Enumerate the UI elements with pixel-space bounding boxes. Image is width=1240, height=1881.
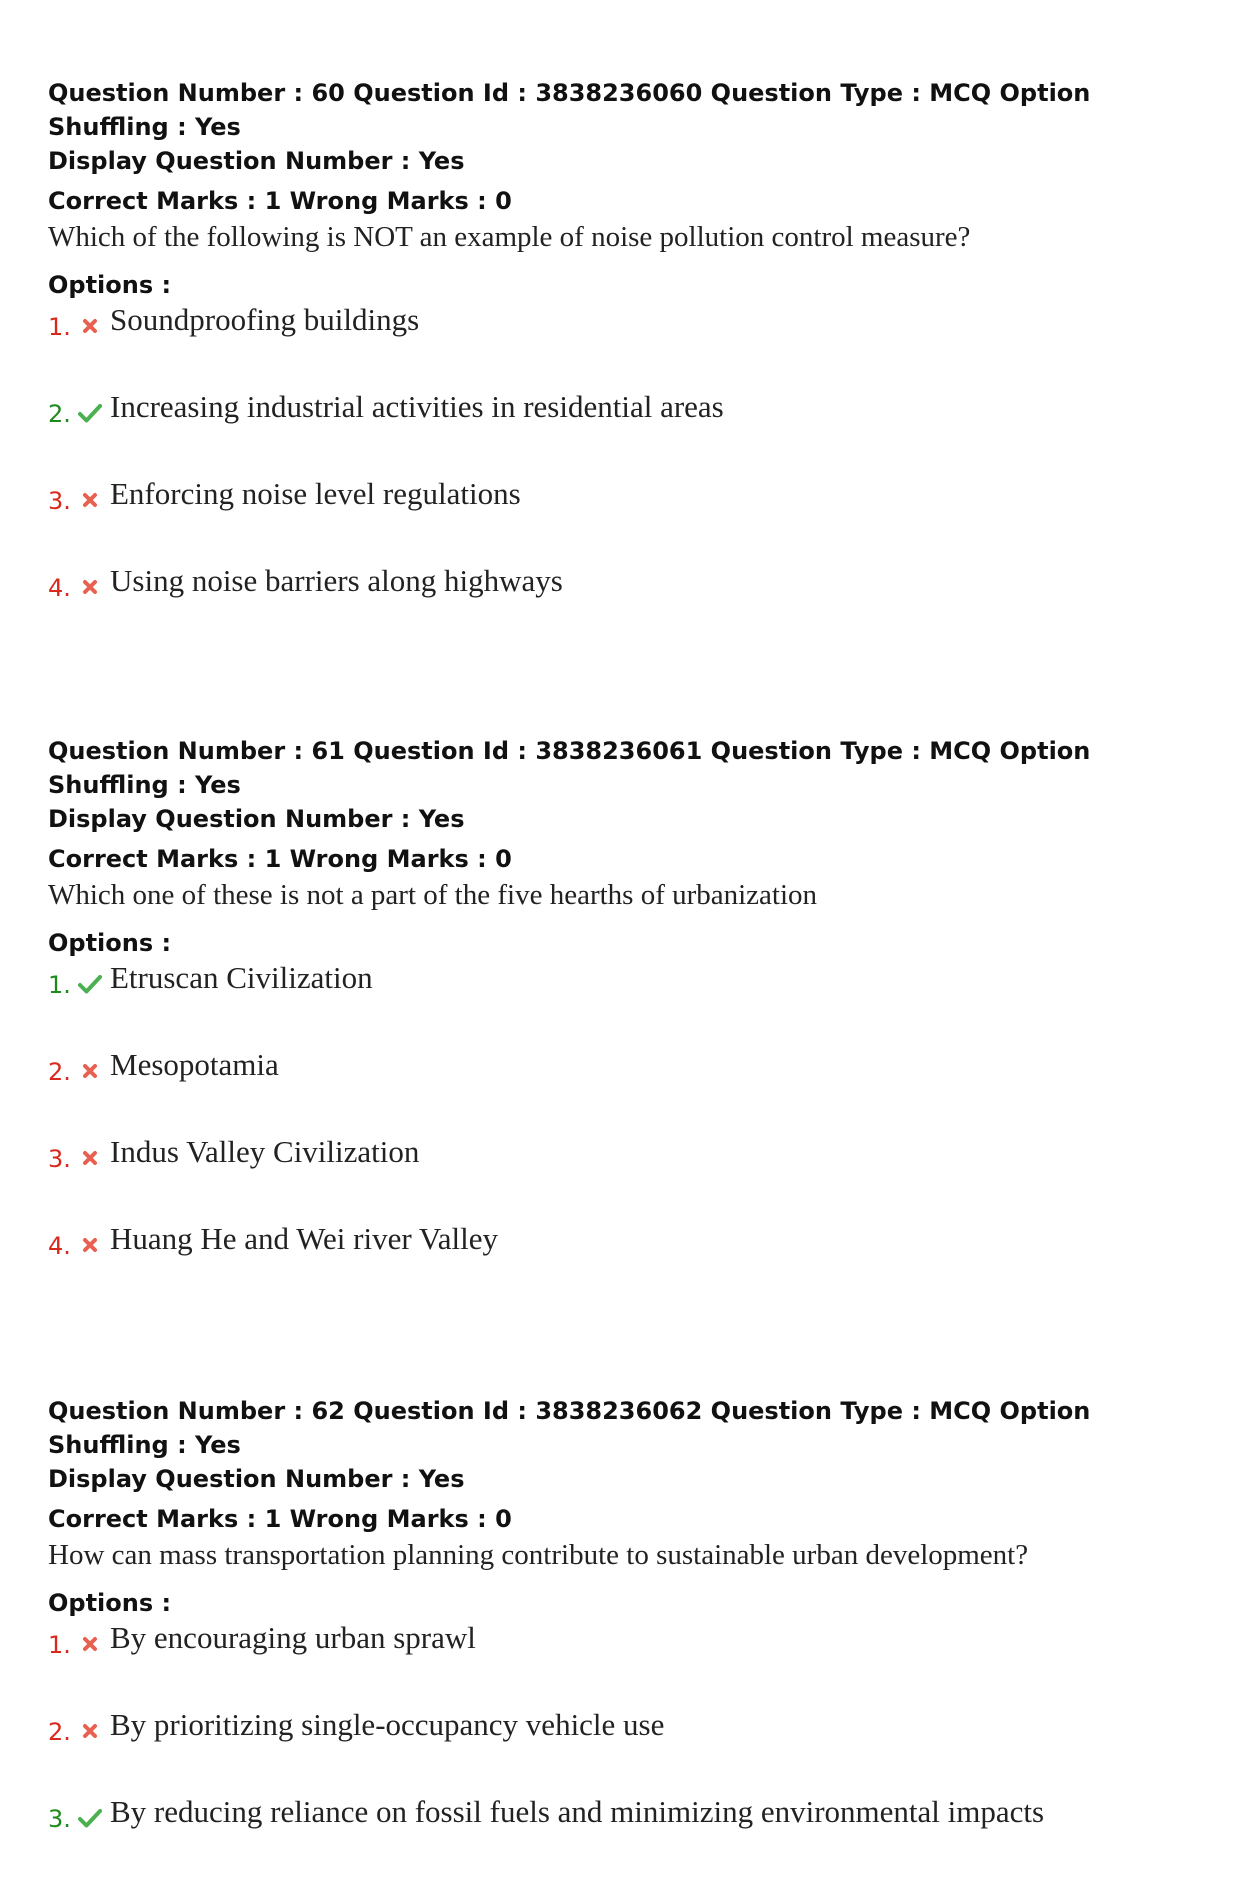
cross-icon [78,1719,102,1743]
option-text: By encouraging urban sprawl [110,1620,476,1655]
question-62 [48,1394,1198,1881]
question-text: How can mass transportation planning contribute to sustainable urban development? [48,1539,1029,1571]
options-list [48,960,1198,1308]
cross-icon [78,1146,102,1170]
option-number: 4. [48,574,71,602]
options-list [48,302,1198,650]
option-text: Increasing industrial activities in residential areas [110,389,724,424]
option-number: 2. [48,1718,71,1746]
cross-icon [78,1632,102,1656]
option-text: By reducing reliance on fossil fuels and minimizing environmental impacts [110,1794,1045,1829]
option-number: 1. [48,313,71,341]
option-number: 1. [48,971,71,999]
options-label: Options : [48,929,172,957]
question-paper [48,76,1198,1881]
option-4 [48,1221,1198,1308]
option-3 [48,1134,1198,1221]
question-meta-line-2: Display Question Number : Yes [48,805,465,833]
option-1 [48,960,1198,1047]
option-1 [48,1620,1198,1707]
check-icon [78,972,102,996]
option-text: Indus Valley Civilization [110,1134,420,1169]
option-number: 1. [48,1631,71,1659]
option-number: 4. [48,1232,71,1260]
question-meta-line-1: Question Number : 61 Question Id : 3838236061 Question Type : MCQ Option Shuffling : Yes [48,737,1091,799]
option-2 [48,1047,1198,1134]
option-3 [48,476,1198,563]
option-text: Soundproofing buildings [110,302,420,337]
option-3 [48,1794,1198,1881]
cross-icon [78,575,102,599]
option-2 [48,389,1198,476]
cross-icon [78,488,102,512]
question-meta-line-2: Display Question Number : Yes [48,147,465,175]
question-meta-line-1: Question Number : 62 Question Id : 3838236062 Question Type : MCQ Option Shuffling : Yes [48,1397,1091,1459]
question-60 [48,76,1198,650]
option-number: 3. [48,1145,71,1173]
option-number: 2. [48,400,71,428]
question-text: Which of the following is NOT an example of noise pollution control measure? [48,221,971,253]
check-icon [78,401,102,425]
option-text: Huang He and Wei river Valley [110,1221,499,1256]
options-label: Options : [48,271,172,299]
question-meta-line-1: Question Number : 60 Question Id : 3838236060 Question Type : MCQ Option Shuffling : Yes [48,79,1091,141]
option-text: Etruscan Civilization [110,960,373,995]
option-number: 2. [48,1058,71,1086]
option-1 [48,302,1198,389]
option-number: 3. [48,487,71,515]
question-text: Which one of these is not a part of the five hearths of urbanization [48,879,818,911]
question-61 [48,734,1198,1308]
option-text: Mesopotamia [110,1047,279,1082]
options-list [48,1620,1198,1881]
option-text: Using noise barriers along highways [110,563,563,598]
option-text: By prioritizing single-occupancy vehicle use [110,1707,665,1742]
cross-icon [78,314,102,338]
question-marks: Correct Marks : 1 Wrong Marks : 0 [48,845,512,873]
option-number: 3. [48,1805,71,1833]
options-label: Options : [48,1589,172,1617]
question-meta-line-2: Display Question Number : Yes [48,1465,465,1493]
cross-icon [78,1233,102,1257]
option-2 [48,1707,1198,1794]
check-icon [78,1806,102,1830]
question-marks: Correct Marks : 1 Wrong Marks : 0 [48,187,512,215]
cross-icon [78,1059,102,1083]
option-4 [48,563,1198,650]
question-marks: Correct Marks : 1 Wrong Marks : 0 [48,1505,512,1533]
option-text: Enforcing noise level regulations [110,476,521,511]
